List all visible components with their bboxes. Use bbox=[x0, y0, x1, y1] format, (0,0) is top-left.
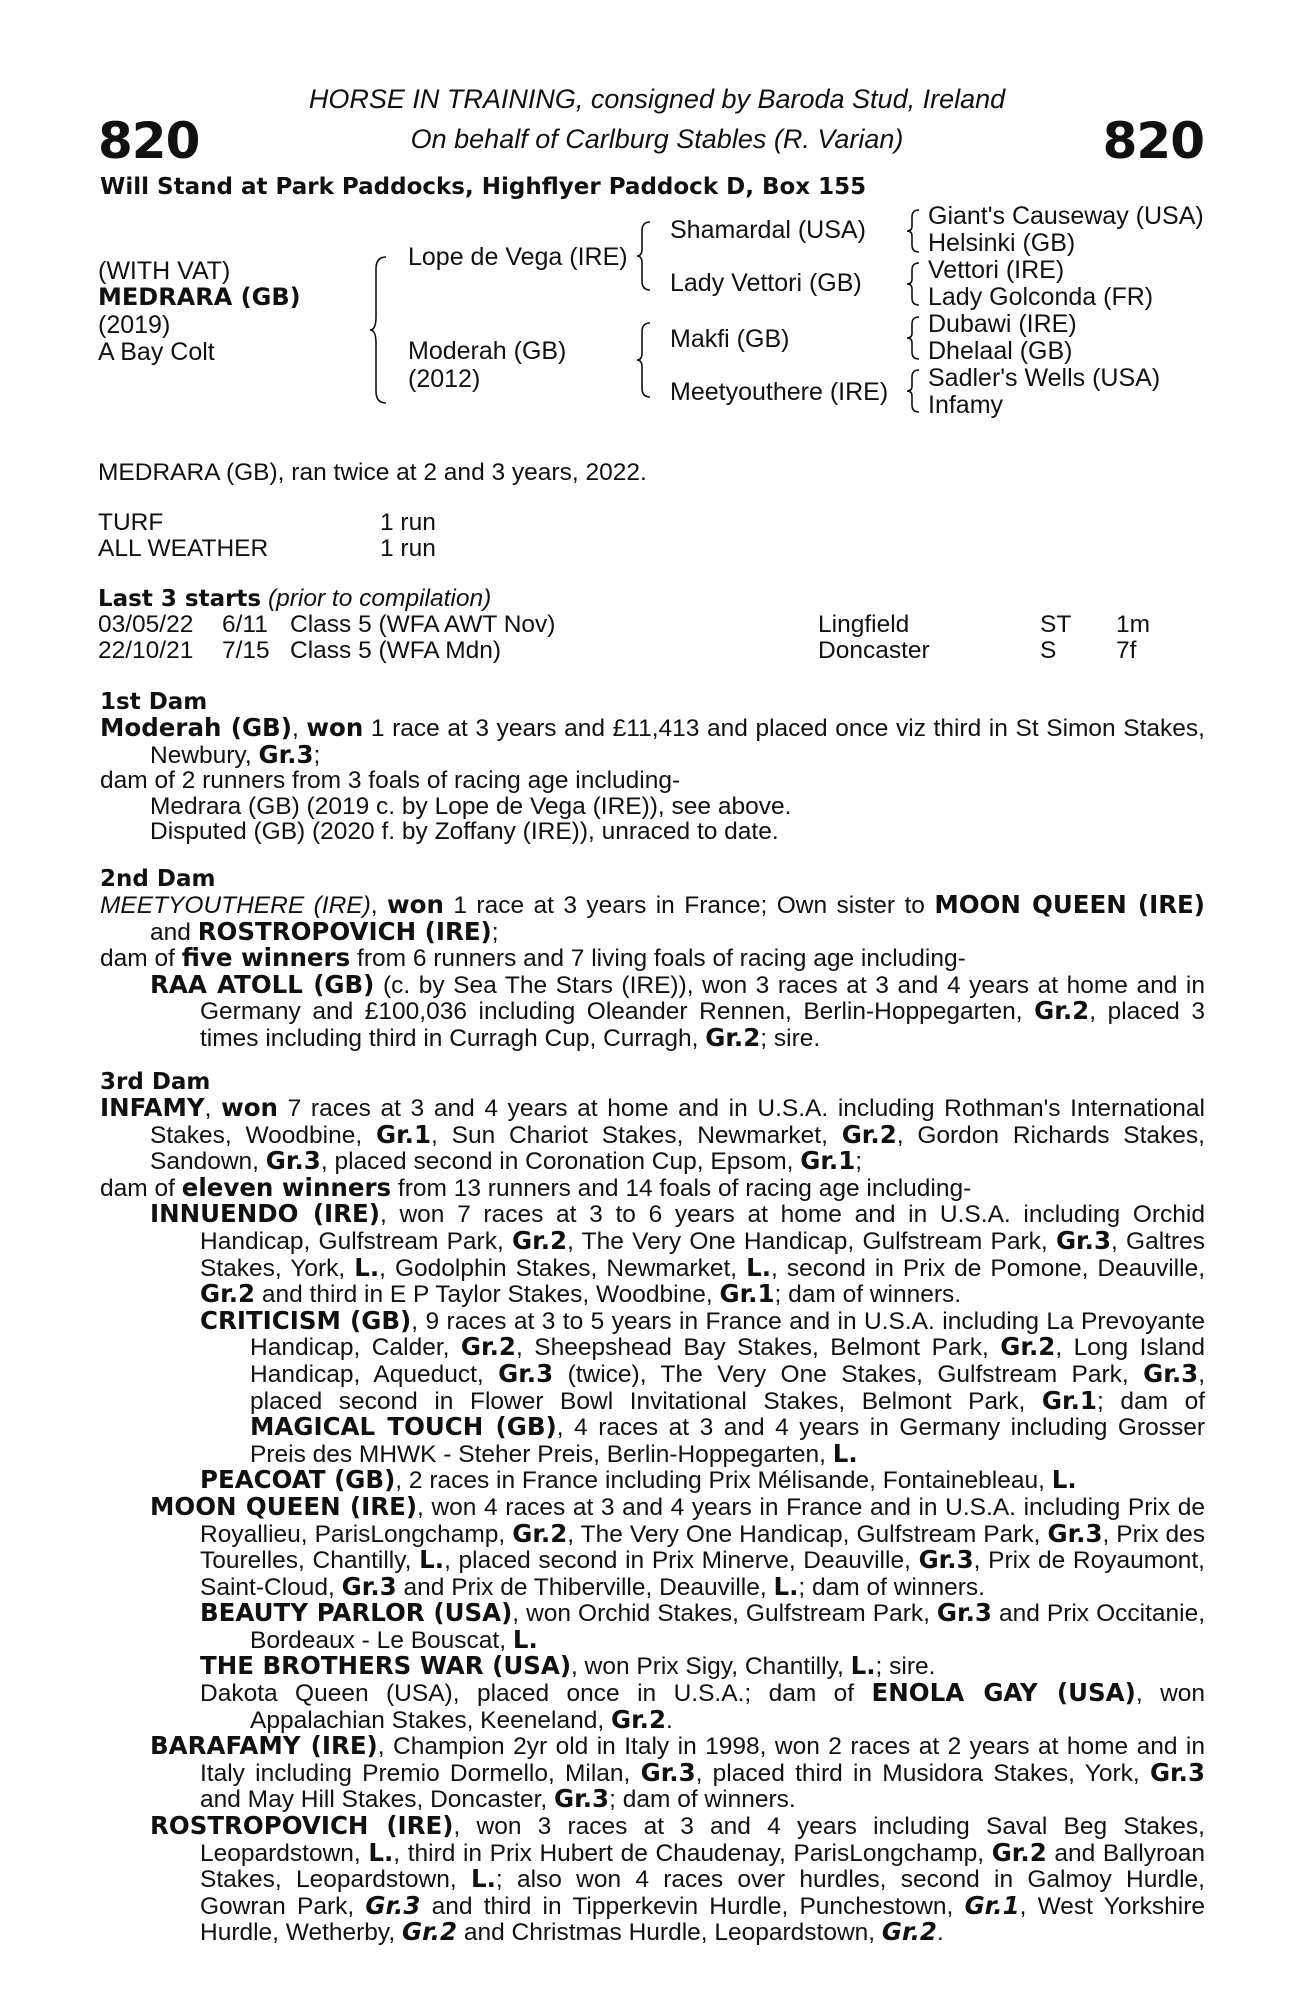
dam-dam: Meetyouthere (IRE) bbox=[670, 378, 889, 406]
sire: Lope de Vega (IRE) bbox=[408, 243, 628, 271]
dam-sire-dam: Dhelaal (GB) bbox=[928, 337, 1073, 365]
race-summary: MEDRARA (GB), ran twice at 2 and 3 years, 2022. bbox=[98, 459, 647, 486]
lot-number-left: 820 bbox=[98, 112, 200, 170]
start-course: Lingfield bbox=[818, 611, 910, 638]
start-distance: 7f bbox=[1116, 637, 1137, 664]
produce-rostropovich: ROSTROPOVICH (IRE), won 3 races at 3 and 4 years including Saval Beg Stakes, Leopardstown, L., third in Prix Hubert de Chaudenay, ParisLongchamp, Gr.2 and Ballyroan Stakes, Leopardstown, L.; also won 4 races over hurdles, second in Galmoy Hurdle, Gowran Park, Gr.3 and third in Tipperkevin Hurdle, Punchestown, Gr.1, West Yorkshire Hurdle, Wetherby, Gr.2 and Christmas Hurdle, Leopardstown, Gr.2. bbox=[150, 1811, 1205, 1947]
pedigree-brace-dam bbox=[636, 322, 652, 398]
sire-dam-dam: Lady Golconda (FR) bbox=[928, 283, 1154, 311]
surface-aw-label: ALL WEATHER bbox=[98, 535, 269, 562]
dam-sire: Makfi (GB) bbox=[670, 325, 790, 353]
second-dam-heading: 2nd Dam bbox=[100, 866, 216, 892]
third-dam-heading: 3rd Dam bbox=[100, 1069, 211, 1095]
first-dam-foal: Medrara (GB) (2019 c. by Lope de Vega (IRE)), see above. bbox=[150, 792, 792, 820]
third-dam-record: INFAMY, won 7 races at 3 and 4 years at home and in U.S.A. including Rothman's International Stakes, Woodbine, Gr.1, Sun Chariot Stakes, Newmarket, Gr.2, Gordon Richards Stakes, Sandown, Gr.3, placed second in Coronation Cup, Epsom, Gr.1; bbox=[100, 1093, 1205, 1176]
last-starts-title: Last 3 starts bbox=[98, 586, 262, 612]
first-dam-record: Moderah (GB), won 1 race at 3 years and £11,413 and placed once viz third in St Simon Stakes, Newbury, Gr.3; bbox=[100, 713, 1205, 769]
sister-rostropovich: ROSTROPOVICH (IRE) bbox=[197, 916, 492, 946]
pedigree-brace-dd bbox=[906, 369, 920, 413]
dam-dam-sire: Sadler's Wells (USA) bbox=[928, 364, 1161, 392]
vat-label: (WITH VAT) bbox=[98, 257, 231, 285]
start-position: 7/15 bbox=[222, 637, 270, 664]
dam-year: (2012) bbox=[408, 365, 481, 393]
pedigree-brace-main bbox=[370, 255, 390, 405]
surface-aw-runs: 1 run bbox=[380, 535, 436, 562]
start-position: 6/11 bbox=[222, 611, 268, 638]
start-date: 03/05/22 bbox=[98, 611, 194, 638]
header-consignor: HORSE IN TRAINING, consigned by Baroda Stud, Ireland bbox=[308, 84, 1006, 114]
first-dam-section bbox=[100, 689, 1205, 845]
horse-year: (2019) bbox=[98, 311, 171, 339]
third-dam-name: INFAMY bbox=[100, 1093, 205, 1122]
second-dam-name: MEETYOUTHERE (IRE) bbox=[100, 892, 371, 919]
start-course: Doncaster bbox=[818, 637, 930, 664]
pedigree-brace-ds bbox=[906, 316, 920, 360]
third-dam-section bbox=[100, 1069, 1205, 1946]
produce-dakota-queen: Dakota Queen (USA), placed once in U.S.A.; dam of ENOLA GAY (USA), won Appalachian Stakes, Keeneland, Gr.2. bbox=[200, 1678, 1206, 1734]
produce-raa-atoll: RAA ATOLL (GB) (c. by Sea The Stars (IRE)), won 3 races at 3 and 4 years at home and in Germany and £100,036 including Oleander Rennen, Berlin-Hoppegarten, Gr.2, placed 3 times including third in Curragh Cup, Curragh, Gr.2; sire. bbox=[150, 969, 1205, 1052]
first-dam-won: won bbox=[306, 713, 364, 742]
pedigree-brace-sire bbox=[636, 221, 652, 291]
lot-number-right: 820 bbox=[1102, 112, 1204, 170]
last-starts-heading bbox=[98, 586, 491, 613]
start-going: ST bbox=[1040, 611, 1072, 638]
first-dam-name: Moderah (GB) bbox=[100, 713, 292, 742]
stand-location: Will Stand at Park Paddocks, Highflyer Paddock D, Box 155 bbox=[100, 174, 867, 200]
sire-sire-sire: Giant's Causeway (USA) bbox=[928, 202, 1204, 230]
sire-dam-sire: Vettori (IRE) bbox=[928, 256, 1065, 284]
produce-beauty-parlor: BEAUTY PARLOR (USA), won Orchid Stakes, Gulfstream Park, Gr.3 and Prix Occitanie, Bordeaux - Le Bouscat, L. bbox=[200, 1598, 1205, 1654]
sister-moon-queen: MOON QUEEN (IRE) bbox=[934, 890, 1205, 919]
start-race: Class 5 (WFA Mdn) bbox=[290, 637, 502, 664]
start-going: S bbox=[1040, 637, 1057, 664]
dam-sire-sire: Dubawi (IRE) bbox=[928, 310, 1077, 338]
last-starts-note: (prior to compilation) bbox=[267, 585, 492, 612]
produce-innuendo: INNUENDO (IRE), won 7 races at 3 to 6 years at home and in U.S.A. including Orchid Handicap, Gulfstream Park, Gr.2, The Very One Handicap, Gulfstream Park, Gr.3, Galtres Stakes, York, L., Godolphin Stakes, Newmarket, L., second in Prix de Pomone, Deauville, Gr.2 and third in E P Taylor Stakes, Woodbine, Gr.1; dam of winners. bbox=[150, 1199, 1206, 1309]
third-dam-produce: dam of eleven winners from 13 runners and 14 foals of racing age including- bbox=[100, 1172, 972, 1202]
produce-moon-queen: MOON QUEEN (IRE), won 4 races at 3 and 4 years in France and in U.S.A. including Prix de Royallieu, ParisLongchamp, Gr.2, The Very One Handicap, Gulfstream Park, Gr.3, Prix des Tourelles, Chantilly, L., placed second in Prix Minerve, Deauville, Gr.3, Prix de Royaumont, Saint-Cloud, Gr.3 and Prix de Thiberville, Deauville, L.; dam of winners. bbox=[150, 1491, 1205, 1601]
start-distance: 1m bbox=[1116, 611, 1151, 638]
sire-sire: Shamardal (USA) bbox=[670, 216, 866, 244]
surface-turf-runs: 1 run bbox=[380, 509, 436, 536]
horse-description: A Bay Colt bbox=[98, 338, 215, 366]
sire-sire-dam: Helsinki (GB) bbox=[928, 229, 1076, 257]
start-date: 22/10/21 bbox=[98, 637, 194, 664]
start-race: Class 5 (WFA AWT Nov) bbox=[290, 611, 556, 638]
first-dam-produce: dam of 2 runners from 3 foals of racing age including- bbox=[100, 767, 681, 795]
horse-name: MEDRARA (GB) bbox=[98, 283, 301, 311]
surface-turf-label: TURF bbox=[98, 509, 164, 536]
produce-brothers-war: THE BROTHERS WAR (USA), won Prix Sigy, Chantilly, L.; sire. bbox=[200, 1651, 936, 1681]
sire-dam: Lady Vettori (GB) bbox=[670, 269, 862, 297]
produce-criticism: CRITICISM (GB), 9 races at 3 to 5 years in France and in U.S.A. including La Prevoyante Handicap, Calder, Gr.2, Sheepshead Bay Stakes, Belmont Park, Gr.2, Long Island Handicap, Aqueduct, Gr.3 (twice), The Very One Stakes, Gulfstream Park, Gr.3, placed second in Flower Bowl Invitational Stakes, Belmont Park, Gr.1; dam of MAGICAL TOUCH (GB), 4 races at 3 and 4 years in Germany including Grosser Preis des MHWK - Steher Preis, Berlin-Hoppegarten, L. bbox=[200, 1305, 1206, 1468]
first-dam-foal: Disputed (GB) (2020 f. by Zoffany (IRE)), unraced to date. bbox=[150, 818, 779, 846]
second-dam-record: MEETYOUTHERE (IRE), won 1 race at 3 years in France; Own sister to MOON QUEEN (IRE) and ROSTROPOVICH (IRE); bbox=[100, 890, 1205, 946]
pedigree-brace-sd bbox=[906, 262, 920, 306]
first-dam-heading: 1st Dam bbox=[100, 689, 208, 715]
pedigree-brace-ss bbox=[906, 209, 920, 253]
produce-barafamy: BARAFAMY (IRE), Champion 2yr old in Italy in 1998, won 2 races at 2 years at home and in Italy including Premio Dormello, Milan, Gr.3, placed third in Musidora Stakes, York, Gr.3 and May Hill Stakes, Doncaster, Gr.3; dam of winners. bbox=[150, 1731, 1205, 1814]
header-behalf: On behalf of Carlburg Stables (R. Varian) bbox=[410, 124, 904, 154]
second-dam-section bbox=[100, 866, 1205, 1052]
second-dam-produce: dam of five winners from 6 runners and 7 living foals of racing age including- bbox=[100, 943, 966, 973]
dam: Moderah (GB) bbox=[408, 337, 567, 365]
dam-dam-dam: Infamy bbox=[928, 391, 1004, 419]
produce-peacoat: PEACOAT (GB), 2 races in France including Prix Mélisande, Fontainebleau, L. bbox=[200, 1465, 1077, 1495]
